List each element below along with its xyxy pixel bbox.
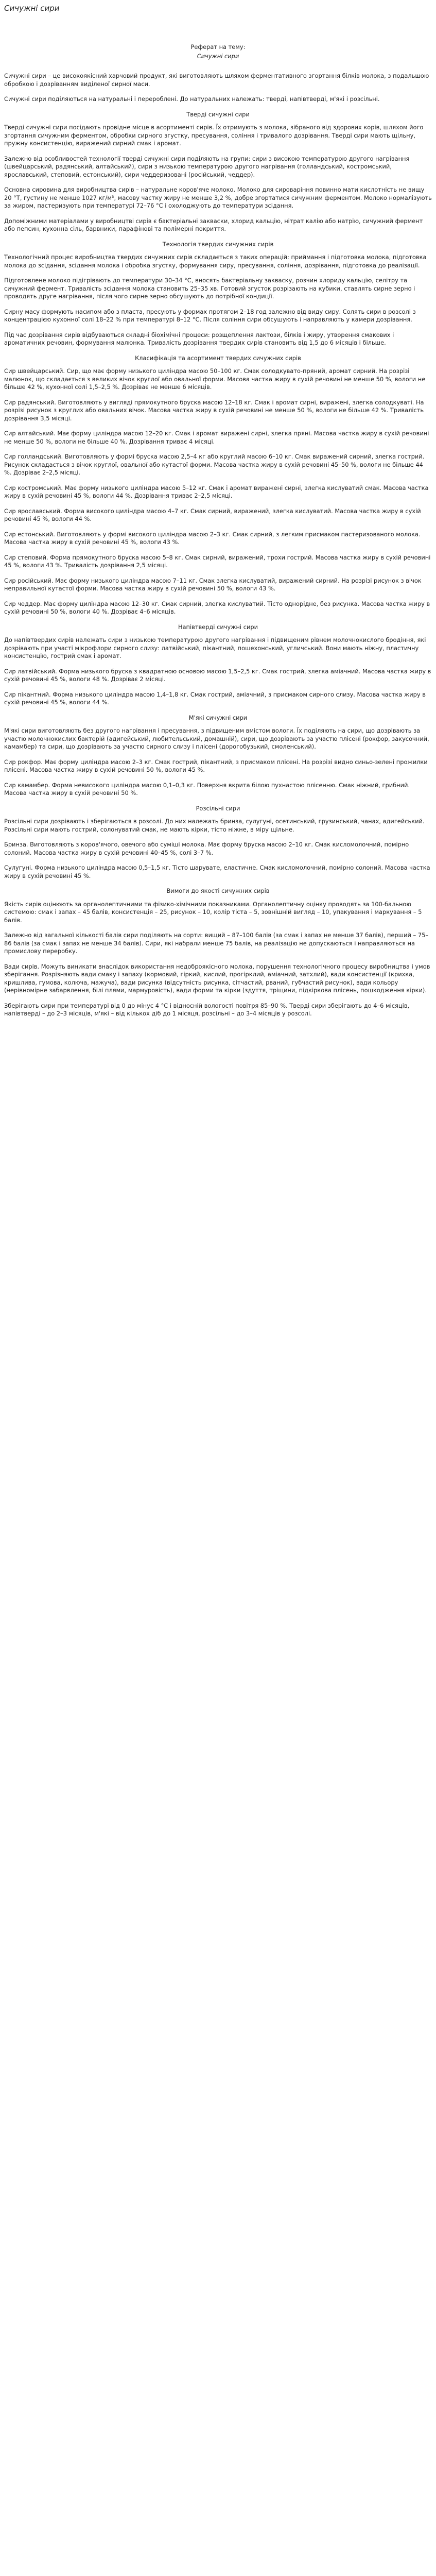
paragraph: Якість сирів оцінюють за органолептичними та фізико-хімічними показниками. Органолептичну оцінку проводять за 100-бальною системою: смак і запах – 45 балів, консистенція – 25, рисунок – 10, колір тіста – 5, зовнішній вигляд – 10, упакування і маркування – 5 балів.: [4, 900, 422, 924]
paragraph: Тверді сичужні сири посідають провідне місце в асортименті сирів. Їх отримують з молока, зібраного від здорових корів, шляхом його згортання сичужним ферментом, обробки сирного згустку, пресування, соління і тривалого дозрівання. Тверді сири мають щільну, пружну консистенцію, виражений сирний смак і аромат.: [4, 124, 424, 147]
reference-header: [4, 42, 432, 61]
paragraph: Сир естонський. Виготовляють у формі високого циліндра масою 2–3 кг. Смак сирний, з легким присмаком пастеризованого молока. Масова частка жиру в сухій речовині 45 %, вологи 43 %.: [4, 530, 421, 546]
paragraph: Сир рокфор. Має форму циліндра масою 2–3 кг. Смак гострий, пікантний, з присмаком плісені. На розрізі видно синьо-зелені прожилки плісені. Масова частка жиру в сухій речовині 50 %, вологи 45 %.: [4, 758, 428, 773]
paragraph: Сир голландський. Виготовляють у формі бруска масою 2,5–4 кг або круглий масою 6–10 кг. Смак виражений сирний, злегка гострий. Рисунок складається з вічок круглої, овальної або кутастої форми. Масова частка жиру в сухій речовині 45–50 %, вологи не більше 44 %. Дозріває 2–2,5 місяці.: [4, 453, 425, 476]
paragraph: Розсільні сири дозрівають і зберігаються в розсолі. До них належать бринза, сулугуні, осетинський, грузинський, чанах, адигейський. Розсільні сири мають гострий, солонуватий смак, не мають кірки, тісто ніжне, в міру щільне.: [4, 818, 425, 833]
paragraph: Сир латвійський. Форма низького бруска з квадратною основою масою 1,5–2,5 кг. Смак гострий, злегка аміачний. Масова частка жиру в сухій речовині 45 %, вологи 48 %. Дозріває 2 місяці.: [4, 667, 431, 683]
paragraph: Під час дозрівання сирів відбуваються складні біохімічні процеси: розщеплення лактози, білків і жиру, утворення смакових і ароматичних речовин, формування малюнка. Тривалість дозрівання твердих сирів становить від 1,5 до 6 місяців і більше.: [4, 331, 394, 346]
section-heading: Технологія твердих сичужних сирів: [162, 240, 274, 248]
paragraph: Сир ярославський. Форма високого циліндра масою 4–7 кг. Смак сирний, виражений, злегка кислуватий. Масова частка жиру в сухій речовині 45 %, вологи 44 %.: [4, 507, 421, 522]
paragraph: Бринза. Виготовляють з коров'ячого, овечого або суміші молока. Має форму бруска масою 2–10 кг. Смак кисломолочний, помірно солоний. Масова частка жиру в сухій речовині 40–45 %, солі 3–7 %.: [4, 841, 409, 856]
section-heading: М'які сичужні сири: [188, 714, 248, 721]
page-title: Сичужні сири: [4, 4, 60, 13]
paragraph: Сир степовий. Форма прямокутного бруска масою 5–8 кг. Смак сирний, виражений, трохи гострий. Масова частка жиру в сухій речовині 45 %, вологи 43 %. Тривалість дозрівання 2,5 місяці.: [4, 553, 431, 569]
paragraph: Сичужні сири поділяються на натуральні і перероблені. До натуральних належать: тверді, напівтверді, м'які і розсільні.: [4, 95, 380, 103]
section: [4, 111, 432, 233]
article-content: [0, 42, 436, 1018]
paragraph: Залежно від особливостей технології тверді сичужні сири поділяють на групи: сири з високою температурою другого нагрівання (швейцарський, радянський, алтайський), сири з низькою температурою другого нагрівання (голландський, костромський, ярославський, степовий, естонський), сири чеддеризовані (російський, чеддер).: [4, 155, 410, 178]
reference-header-line1: Реферат на тему:: [190, 43, 246, 50]
paragraph: Сир російський. Має форму низького циліндра масою 7–11 кг. Смак злегка кислуватий, виражений сирний. На розрізі рисунок з вічок неправильної кутастої форми. Масова частка жиру в сухій речовині 50 %, вологи 43 %.: [4, 577, 422, 592]
section-heading: Напівтверді сичужні сири: [178, 623, 258, 631]
paragraph: Сулугуні. Форма низького циліндра масою 0,5–1,5 кг. Тісто шарувате, еластичне. Смак кисломолочний, помірно солоний. Масова частка жиру в сухій речовині 45 %.: [4, 864, 430, 879]
paragraph: Технологічний процес виробництва твердих сичужних сирів складається з таких операцій: приймання і підготовка молока, підготовка молока до зсідання, зсідання молока і обробка згустку, формування сиру, пресування, соління, дозрівання, підготовка до реалізації.: [4, 253, 427, 269]
paragraph: Допоміжними матеріалами у виробництві сирів є бактеріальні закваски, хлорид кальцію, нітрат калію або натрію, сичужний фермент або пепсин, кухонна сіль, барвники, парафінові та полімерні покриття.: [4, 217, 423, 232]
paragraph: Залежно від загальної кількості балів сири поділяють на сорти: вищий – 87–100 балів (за смак і запах не менше 37 балів), перший – 75–86 балів (за смак і запах не менше 34 балів). Сири, які набрали менше 75 балів, на реалізацію не допускаються і направляються на промислову переробку.: [4, 931, 429, 955]
intro-block: [4, 72, 432, 104]
section: [4, 714, 432, 798]
paragraph: Сир швейцарський. Сир, що має форму низького циліндра масою 50–100 кг. Смак солодкувато-пряний, аромат сирний. На розрізі малюнок, що складається з великих вічок круглої або овальної форми. Масова частка жиру в сухій речовині не менше 50 %, вологи не більше 42 %, кухонної солі 1,5–2,5 %. Дозріває не менше 6 місяців.: [4, 367, 426, 391]
section: [4, 805, 432, 880]
paragraph: Сир пікантний. Форма низького циліндра масою 1,4–1,8 кг. Смак гострий, аміачний, з присмаком сирного слизу. Масова частка жиру в сухій речовині 45 %, вологи 44 %.: [4, 690, 426, 706]
section: [4, 354, 432, 616]
paragraph: М'які сири виготовляють без другого нагрівання і пресування, з підвищеним вмістом вологи. Їх поділяють на сири, що дозрівають за участю молочнокислих бактерій (адигейський, любительський, домашній), сири, що дозрівають за участю плісені (рокфор, закусочний, камамбер) та сири, що дозрівають за участю сирного слизу і плісені (дорогобузький, смоленський).: [4, 727, 429, 750]
paragraph: Підготовлене молоко підігрівають до температури 30–34 °С, вносять бактеріальну закваску, розчин хлориду кальцію, селітру та сичужний фермент. Тривалість зсідання молока становить 25–35 хв. Готовий згусток розрізають на кубики, ставлять сирне зерно і проводять друге нагрівання, після чого сирне зерно обсушують до потрібної кондиції.: [4, 277, 415, 300]
section: [4, 887, 432, 1018]
sections-container: [4, 111, 432, 1018]
section: [4, 241, 432, 347]
reference-header-line2: Сичужні сири: [197, 53, 239, 60]
section-heading: Класифікація та асортимент твердих сичужних сирів: [135, 354, 301, 362]
paragraph: Вади сирів. Можуть виникати внаслідок використання недоброякісного молока, порушення технологічного процесу виробництва і умов зберігання. Розрізняють вади смаку і запаху (кормовий, гіркий, кислий, прогірклий, аміачний, затхлий), вади консистенції (крихка, кришлива, гумова, колюча, мажуча), вади рисунка (відсутність рисунка, сітчастий, рваний, губчастий рисунок), вади кольору (нерівномірне забарвлення, білі плями, мармуровість), вади форми та кірки (здуття, тріщини, підкіркова плісень, пошкодження кірки).: [4, 962, 430, 994]
paragraph: Сир камамбер. Форма невисокого циліндра масою 0,1–0,3 кг. Поверхня вкрита білою пухнастою плісенню. Смак ніжний, грибний. Масова частка жиру в сухій речовині 50 %.: [4, 781, 410, 796]
paragraph: Основна сировина для виробництва сирів – натуральне коров'яче молоко. Молоко для сироваріння повинно мати кислотність не вищу 20 °Т, густину не менше 1027 кг/м³, масову частку жиру не менше 3,2 %, добре згортатися сичужним ферментом. Молоко нормалізують за жиром, пастеризують при температурі 72–76 °С і охолоджують до температури зсідання.: [4, 186, 432, 209]
section-heading: Вимоги до якості сичужних сирів: [166, 887, 270, 894]
paragraph: Сирну масу формують насипом або з пласта, пресують у формах протягом 2–18 год залежно від виду сиру. Солять сири в розсолі з концентрацією кухонної солі 18–22 % при температурі 8–12 °С. Після соління сири обсушують і направляють у камери дозрівання.: [4, 308, 416, 323]
section: [4, 623, 432, 707]
paragraph: До напівтвердих сирів належать сири з низькою температурою другого нагрівання і підвищеним рівнем молочнокислого бродіння, які дозрівають при участі мікрофлори сирного слизу: латвійський, пікантний, пошехонський, угличський. Вони мають ніжну, пластичну консистенцію, гострий смак і аромат.: [4, 636, 426, 659]
paragraph: Сир костромський. Має форму низького циліндра масою 5–12 кг. Смак і аромат виражені сирні, злегка кислуватий смак. Масова частка жиру в сухій речовині 45 %, вологи 44 %. Дозрівання триває 2–2,5 місяці.: [4, 484, 429, 499]
section-heading: Тверді сичужні сири: [186, 110, 250, 118]
paragraph: Сичужні сири – це високоякісний харчовий продукт, які виготовляють шляхом ферментативного згортання білків молока, з подальшою обробкою і дозріванням виділеної сирної маси.: [4, 72, 429, 88]
section-heading: Розсільні сири: [196, 804, 240, 812]
paragraph: Зберігають сири при температурі від 0 до мінус 4 °С і відносній вологості повітря 85–90 %. Тверді сири зберігають до 4–6 місяців, напівтверді – до 2–3 місяців, м'які – від кількох діб до 1 місяця, розсільні – до 3–4 місяців у розсолі.: [4, 1002, 410, 1017]
paragraph: Сир радянський. Виготовляють у вигляді прямокутного бруска масою 12–18 кг. Смак і аромат сирні, виражені, злегка солодкуваті. На розрізі рисунок з круглих або овальних вічок. Масова частка жиру в сухій речовині не менше 50 %, вологи не більше 42 %. Тривалість дозрівання 3,5 місяці.: [4, 398, 424, 422]
paragraph: Сир чеддер. Має форму циліндра масою 12–30 кг. Смак сирний, злегка кислуватий. Тісто однорідне, без рисунка. Масова частка жиру в сухій речовині 50 %, вологи 40 %. Дозріває 4–6 місяців.: [4, 600, 430, 615]
paragraph: Сир алтайський. Має форму циліндра масою 12–20 кг. Смак і аромат виражені сирні, злегка пряні. Масова частка жиру в сухій речовині не менше 50 %, вологи не більше 40 %. Дозрівання триває 4 місяці.: [4, 430, 429, 445]
